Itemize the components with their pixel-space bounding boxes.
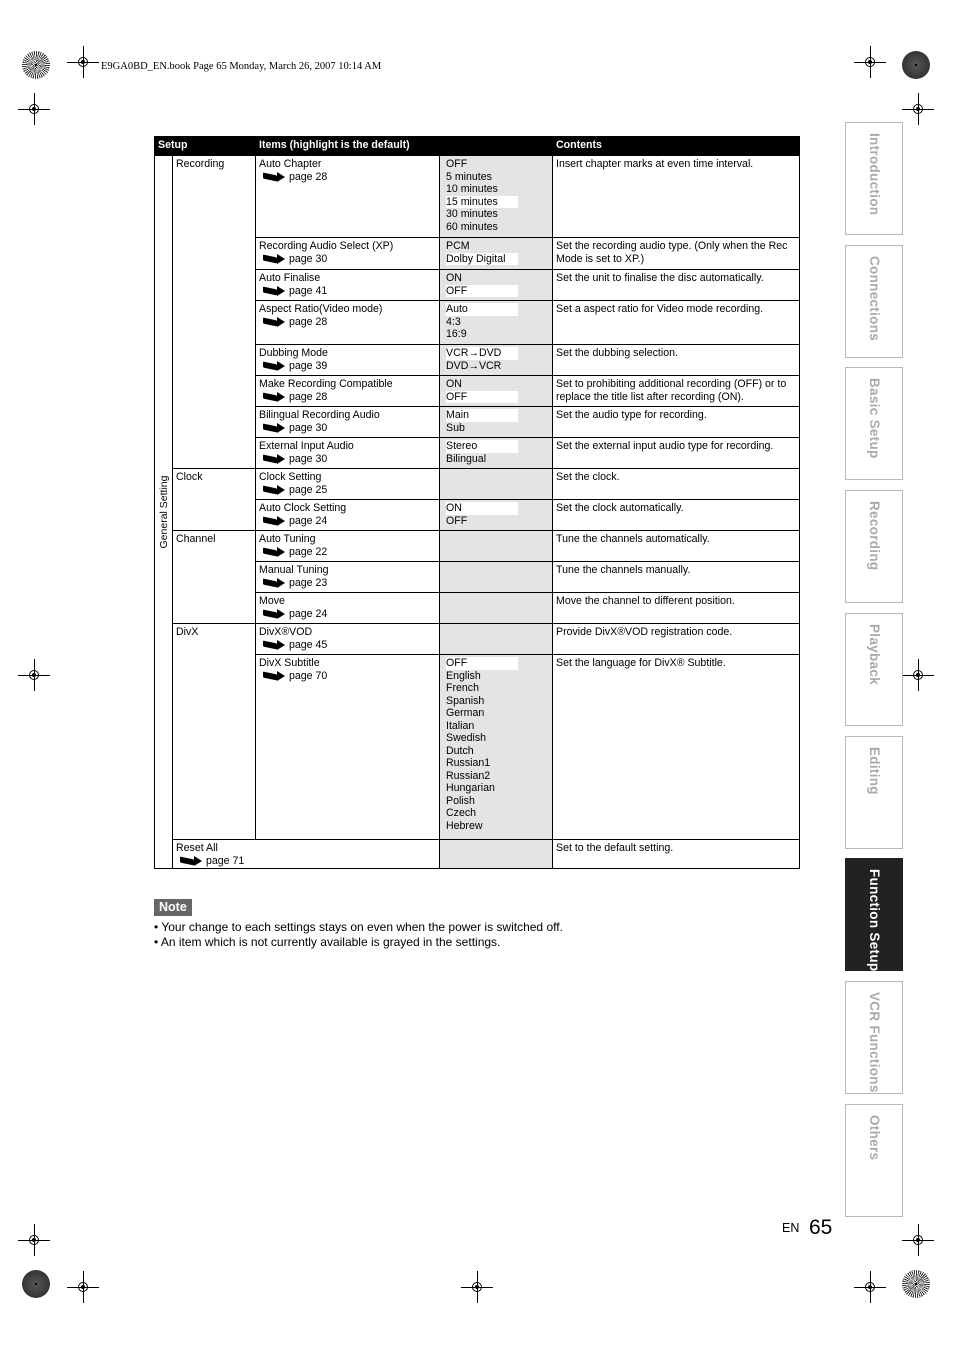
contents-cell: Set to prohibiting additional recording (OFF) or to replace the title list after recording (ON). [553,376,800,407]
default-option: VCR→DVD [446,347,518,360]
page-number: 65 [809,1216,833,1239]
item-label: External Input Audio [259,440,354,452]
item-cell [256,531,440,562]
options-cell [440,593,553,624]
registration-mark-icon [902,1224,934,1256]
contents-cell: Insert chapter marks at even time interval. [553,156,800,238]
registration-mark-icon [854,1271,886,1303]
registration-mark-icon [67,46,99,78]
page-ref-label: page 30 [289,452,328,465]
page-ref [259,453,436,466]
page-ref [259,253,436,266]
default-option: OFF [446,391,518,404]
page-ref [259,360,436,373]
registration-mark-icon [67,1271,99,1303]
default-option: ON [446,502,518,515]
page-ref [259,608,436,621]
page-ref [259,391,436,404]
item-cell [256,345,440,376]
registration-mark-icon [18,93,50,125]
group-label: General Setting [157,475,170,549]
starburst-mark-icon [22,51,50,79]
page-ref [259,422,436,435]
page-ref-label: page 41 [289,284,328,297]
file-header-line: E9GA0BD_EN.book Page 65 Monday, March 26, 2007 10:14 AM [101,61,382,72]
option: Hungarian [446,782,495,794]
page-ref [259,484,436,497]
side-tab-label: Connections [867,255,882,341]
starburst-mark-icon [902,1270,930,1298]
color-target-icon [22,1270,50,1298]
side-tab-label: Basic Setup [867,378,882,459]
item-cell [256,500,440,531]
page-ref [259,171,436,184]
item-cell [256,438,440,469]
contents-cell: Tune the channels automatically. [553,531,800,562]
contents-cell: Set to the default setting. [553,840,800,869]
options-cell [440,270,553,301]
table-row [155,531,800,562]
option: PCM [446,240,470,252]
options-cell [440,562,553,593]
options-cell [440,376,553,407]
option: OFF [446,158,468,170]
note-bullet: • An item which is not currently available is grayed in the settings. [154,935,501,949]
contents-cell: Tune the channels manually. [553,562,800,593]
option: Italian [446,719,475,732]
item-cell [256,624,440,655]
page-reference-arrow-icon [263,670,285,682]
contents-cell: Set the external input audio type for recording. [553,438,800,469]
item-label: Dubbing Mode [259,347,328,359]
page-ref-label: page 28 [289,170,328,183]
side-tab-label: Others [867,1114,882,1160]
page-ref [259,546,436,559]
item-label: Recording Audio Select (XP) [259,240,394,252]
page-reference-arrow-icon [263,316,285,328]
option: English [446,669,481,682]
options-cell [440,238,553,270]
contents-cell: Set the clock automatically. [553,500,800,531]
page-reference-arrow-icon [263,391,285,403]
col-header-items: Items (highlight is the default) [256,137,553,156]
page-reference-arrow-icon [263,360,285,372]
page-reference-arrow-icon [263,453,285,465]
option: French [446,682,479,694]
category-cell: Channel [173,531,256,624]
page-reference-arrow-icon [263,639,285,651]
side-tab-label: Editing [867,746,882,795]
default-option: OFF [446,285,518,298]
item-label: Manual Tuning [259,564,329,576]
contents-cell: Set the dubbing selection. [553,345,800,376]
option: 16:9 [446,328,467,340]
option: ON [446,272,462,284]
contents-cell: Set the language for DivX® Subtitle. [553,655,800,840]
options-cell [440,407,553,438]
options-cell [440,500,553,531]
item-cell [256,270,440,301]
side-tab[interactable] [845,122,903,235]
options-cell [440,531,553,562]
item-label: Auto Tuning [259,533,316,545]
page-reference-arrow-icon [263,285,285,297]
note-label: Note [154,899,192,916]
contents-cell: Set the recording audio type. (Only when the Rec Mode is set to XP.) [553,238,800,270]
default-option: 15 minutes [446,196,518,209]
item-cell [256,238,440,270]
page-ref [176,855,436,868]
registration-mark-icon [902,93,934,125]
function-setup-table [154,136,800,869]
page-ref [259,577,436,590]
category-cell: Clock [173,469,256,531]
page-ref-label: page 30 [289,252,328,265]
side-tab[interactable] [845,490,903,603]
item-cell [256,469,440,500]
side-tab-label: VCR Functions [867,991,882,1093]
options-cell [440,624,553,655]
contents-cell: Set the unit to finalise the disc automatically. [553,270,800,301]
reset-item-label: Reset All [176,842,218,854]
contents-cell: Provide DivX®VOD registration code. [553,624,800,655]
page-ref [259,316,436,329]
language-code: EN [782,1221,800,1235]
page-ref [259,515,436,528]
page-ref-label: page 39 [289,359,328,372]
options-cell [440,469,553,500]
options-cell [440,156,553,238]
page-reference-arrow-icon [263,577,285,589]
page-reference-arrow-icon [263,515,285,527]
default-option: Auto [446,303,518,316]
contents-cell: Set a aspect ratio for Video mode recording. [553,301,800,345]
side-tab[interactable] [845,613,903,726]
item-label: Make Recording Compatible [259,378,393,390]
page-reference-arrow-icon [180,855,202,867]
option: Bilingual [446,452,487,465]
option: 60 minutes [446,220,498,233]
color-target-icon [902,51,930,79]
option: 10 minutes [446,183,498,195]
option: OFF [446,514,468,527]
side-tab[interactable] [845,736,903,849]
page-reference-arrow-icon [263,253,285,265]
option: DVD→VCR [446,359,502,372]
option: 30 minutes [446,208,498,220]
item-label: Bilingual Recording Audio [259,409,380,421]
option: 5 minutes [446,170,492,183]
page-ref [259,639,436,652]
contents-cell: Set the clock. [553,469,800,500]
item-cell [256,562,440,593]
category-cell: DivX [173,624,256,840]
side-tab[interactable] [845,367,903,480]
item-label: Aspect Ratio(Video mode) [259,303,383,315]
item-label: Auto Clock Setting [259,502,347,514]
options-cell [440,301,553,345]
page-ref-label: page 24 [289,607,328,620]
item-label: Clock Setting [259,471,322,483]
col-header-contents: Contents [553,137,800,156]
default-option: Dolby Digital [446,253,518,266]
item-cell [256,593,440,624]
side-tab-label: Recording [867,501,882,571]
option: German [446,707,485,719]
side-tab[interactable] [845,981,903,1094]
page-ref-label: page 24 [289,514,328,527]
category-cell: Recording [173,156,256,469]
options-cell [440,438,553,469]
page-ref-label: page 71 [206,854,245,867]
registration-mark-icon [854,46,886,78]
contents-cell: Move the channel to different position. [553,593,800,624]
registration-mark-icon [902,659,934,691]
page-reference-arrow-icon [263,171,285,183]
option: 4:3 [446,315,461,328]
group-label-cell [155,156,173,869]
page-reference-arrow-icon [263,608,285,620]
item-cell [256,376,440,407]
page-ref-label: page 45 [289,638,328,651]
option: Dutch [446,744,474,757]
table-row [155,469,800,500]
registration-mark-icon [461,1271,493,1303]
side-tab[interactable] [845,1104,903,1217]
item-cell [256,156,440,238]
page-reference-arrow-icon [263,546,285,558]
default-option: Stereo [446,440,518,453]
item-label: Auto Finalise [259,272,321,284]
default-option: OFF [446,657,518,670]
table-row [155,624,800,655]
item-cell [256,655,440,840]
options-cell [440,655,553,840]
page-ref-label: page 28 [289,315,328,328]
option: Spanish [446,694,485,707]
item-label: DivX Subtitle [259,657,320,669]
page-ref [259,670,436,683]
table-body [155,156,800,869]
item-label: Auto Chapter [259,158,322,170]
page-reference-arrow-icon [263,422,285,434]
page-ref [259,285,436,298]
item-label: Move [259,595,285,607]
option: Czech [446,807,477,819]
default-option: Main [446,409,518,422]
page-ref-label: page 23 [289,576,328,589]
side-tab[interactable] [845,245,903,358]
options-cell [440,345,553,376]
table-row [155,156,800,238]
option: Hebrew [446,819,483,832]
side-tab-label: Playback [867,623,882,685]
side-tab-label: Function Setup [867,869,882,972]
option: Russian2 [446,769,491,782]
option: Swedish [446,732,487,744]
option: ON [446,378,462,390]
page-reference-arrow-icon [263,484,285,496]
option: Polish [446,794,475,807]
side-tab[interactable] [845,858,903,971]
option: Sub [446,421,465,434]
options-cell [440,840,553,869]
page-ref-label: page 25 [289,483,328,496]
registration-mark-icon [18,1224,50,1256]
item-cell [256,407,440,438]
item-label: DivX®VOD [259,626,313,638]
option: Russian1 [446,757,491,769]
page-ref-label: page 70 [289,669,328,682]
page-ref-label: page 28 [289,390,328,403]
registration-mark-icon [18,659,50,691]
col-header-setup: Setup [155,137,256,156]
note-bullet: • Your change to each settings stays on even when the power is switched off. [154,920,563,934]
item-cell [256,301,440,345]
reset-row [155,840,800,869]
reset-cell [173,840,440,869]
contents-cell: Set the audio type for recording. [553,407,800,438]
side-tab-label: Introduction [867,133,882,216]
page-ref-label: page 30 [289,421,328,434]
page-ref-label: page 22 [289,545,328,558]
